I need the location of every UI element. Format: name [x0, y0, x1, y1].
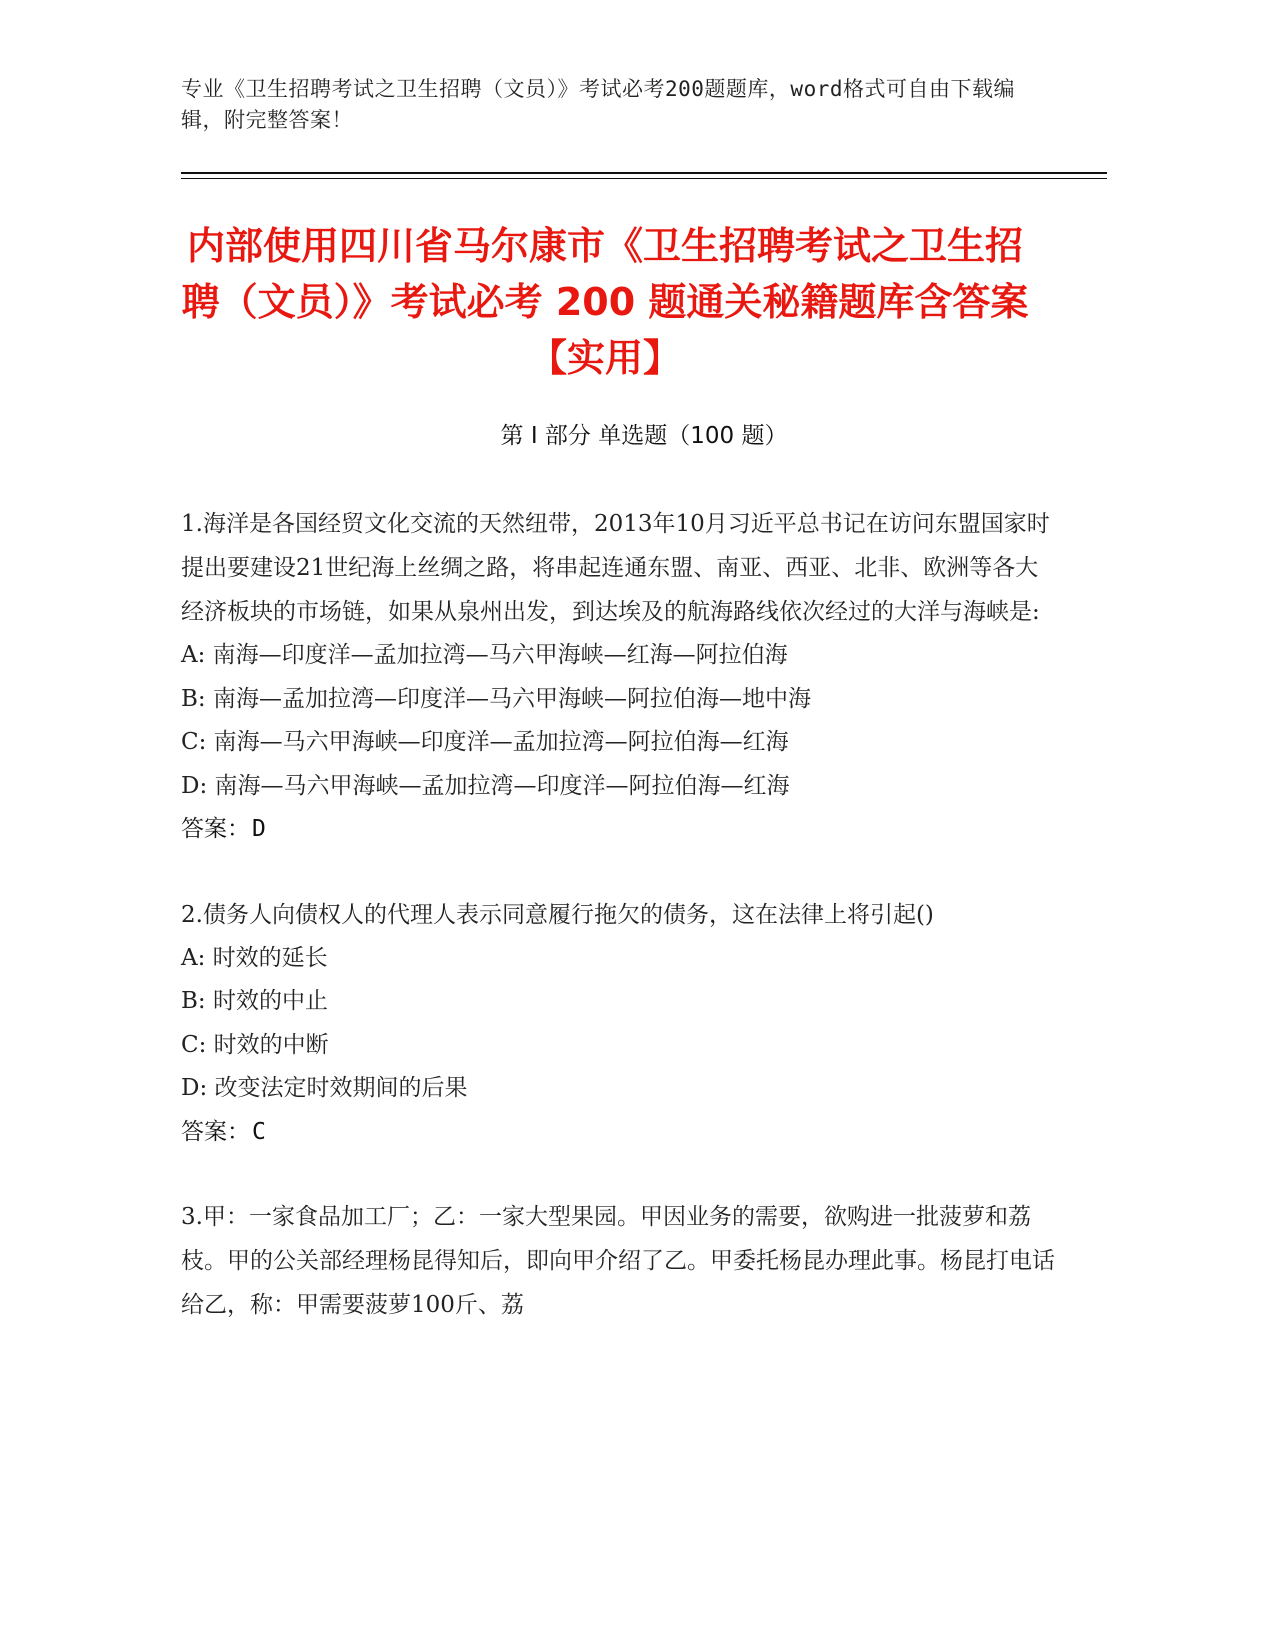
header-rule-thin	[181, 178, 1107, 179]
answer-line	[181, 808, 1061, 852]
question-stem: 2.债务人向债权人的代理人表示同意履行拖欠的债务，这在法律上将引起()	[181, 901, 934, 928]
question-list	[181, 502, 1061, 1368]
option-a: A: 南海—印度洋—孟加拉湾—马六甲海峡—红海—阿拉伯海	[181, 642, 788, 668]
header-note: 专业《卫生招聘考试之卫生招聘（文员）》考试必考200题题库，word格式可自由下载编辑，附完整答案！	[181, 77, 1015, 132]
option-a: A: 时效的延长	[181, 944, 328, 971]
question-3	[181, 1195, 1061, 1327]
header-rule-thick	[181, 172, 1107, 174]
answer-label: 答案：	[181, 1118, 250, 1145]
question-1	[181, 502, 1061, 852]
answer-line	[181, 1111, 1061, 1155]
option-d: D: 改变法定时效期间的后果	[181, 1075, 468, 1101]
section-title: 第 I 部分 单选题（100 题）	[500, 423, 788, 449]
question-2	[181, 893, 1061, 1155]
answer-value: D	[252, 816, 266, 842]
option-d: D: 南海—马六甲海峡—孟加拉湾—印度洋—阿拉伯海—红海	[181, 772, 790, 799]
option-c: C: 时效的中断	[181, 1031, 329, 1058]
question-stem: 1.海洋是各国经贸文化交流的天然纽带，2013年10月习近平总书记在访问东盟国家时提出要建设21世纪海上丝绸之路，将串起连通东盟、南亚、西亚、北非、欧洲等各大经济板块的市场链，如果从泉州出发，到达埃及的航海路线依次经过的大洋与海峡是:	[181, 511, 1050, 625]
option-b: B: 南海—孟加拉湾—印度洋—马六甲海峡—阿拉伯海—地中海	[181, 685, 811, 712]
option-c: C: 南海—马六甲海峡—印度洋—孟加拉湾—阿拉伯海—红海	[181, 729, 789, 755]
answer-value: C	[252, 1118, 266, 1145]
option-b: B: 时效的中止	[181, 988, 328, 1014]
document-title: 内部使用四川省马尔康市《卫生招聘考试之卫生招聘（文员）》考试必考 200 题通关秘籍题库含答案【实用】	[181, 224, 1029, 380]
question-stem: 3.甲：一家食品加工厂；乙：一家大型果园。甲因业务的需要，欲购进一批菠萝和荔枝。甲的公关部经理杨昆得知后，即向甲介绍了乙。甲委托杨昆办理此事。杨昆打电话给乙，称：甲需要菠萝100斤、荔	[181, 1204, 1055, 1318]
answer-label: 答案：	[181, 816, 250, 842]
